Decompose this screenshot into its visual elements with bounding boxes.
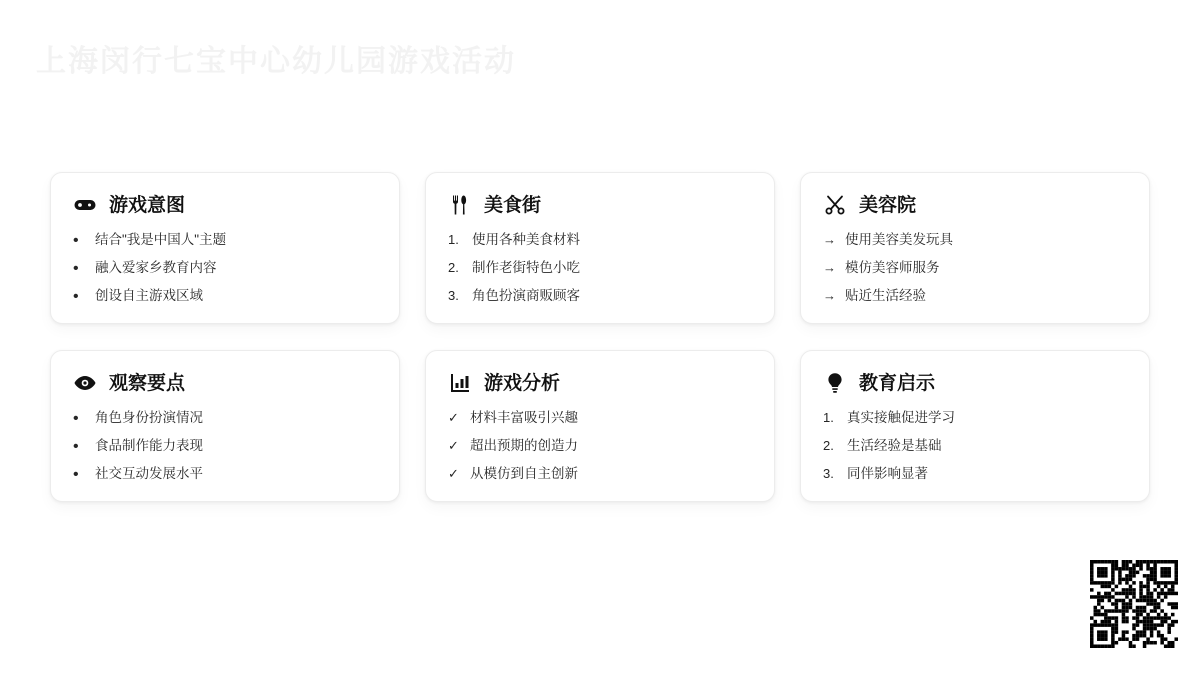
card-header [448, 371, 752, 395]
list-item-text: 创设自主游戏区域 [95, 288, 203, 304]
list-item-text: 角色身份扮演情况 [95, 410, 203, 425]
list-item-text: 制作老街特色小吃 [472, 260, 580, 276]
list-marker: • [73, 466, 79, 484]
card-observation-points [50, 350, 400, 502]
list-marker: • [73, 232, 79, 249]
card-item-list [73, 231, 377, 306]
list-item-text: 结合"我是中国人"主题 [95, 232, 227, 247]
bar-chart-icon [448, 371, 472, 395]
list-marker: → [823, 288, 836, 304]
list-item-text: 同伴影响显著 [847, 466, 928, 482]
list-item-text: 食品制作能力表现 [95, 438, 203, 454]
page-title: 上海闵行七宝中心幼儿园游戏活动 [36, 45, 516, 78]
fork-knife-icon [448, 193, 472, 217]
list-marker: ✓ [448, 466, 459, 482]
list-item-text: 模仿美容师服务 [845, 260, 940, 276]
card-title: 游戏分析 [484, 372, 561, 394]
list-item [73, 409, 377, 427]
list-item [73, 231, 377, 249]
list-item [73, 259, 377, 277]
qr-code[interactable] [1090, 560, 1178, 648]
card-header [73, 371, 377, 395]
list-marker: ✓ [448, 438, 459, 454]
list-item-text: 真实接触促进学习 [847, 410, 955, 425]
eye-icon [73, 371, 97, 395]
card-title: 观察要点 [109, 372, 186, 394]
card-educational-insights [800, 350, 1150, 502]
list-marker: 3. [448, 288, 459, 304]
list-item-text: 生活经验是基础 [847, 438, 942, 454]
list-marker: → [823, 260, 836, 276]
lightbulb-icon [823, 371, 847, 395]
card-title: 教育启示 [859, 372, 936, 394]
list-item-text: 贴近生活经验 [845, 288, 926, 304]
list-item [448, 409, 752, 427]
list-marker: • [73, 410, 79, 427]
list-marker: 1. [448, 232, 459, 247]
card-header [73, 193, 377, 217]
list-item-text: 角色扮演商贩顾客 [472, 288, 580, 304]
list-marker: • [73, 260, 79, 278]
list-marker: 1. [823, 410, 834, 425]
card-grid [50, 172, 1150, 502]
list-item [823, 259, 1127, 277]
list-item [448, 437, 752, 455]
list-marker: ✓ [448, 410, 459, 425]
gamepad-icon [73, 193, 97, 217]
list-item [448, 465, 752, 483]
list-item-text: 使用各种美食材料 [472, 232, 580, 247]
card-item-list [448, 231, 752, 306]
card-header [448, 193, 752, 217]
scissors-icon [823, 193, 847, 217]
card-game-intent [50, 172, 400, 324]
list-item [448, 231, 752, 249]
list-marker: 2. [448, 260, 459, 276]
list-item-text: 融入爱家乡教育内容 [95, 260, 217, 276]
list-item [73, 437, 377, 455]
card-title: 美食街 [484, 194, 542, 216]
card-food-street [425, 172, 775, 324]
card-beauty-salon [800, 172, 1150, 324]
list-item-text: 社交互动发展水平 [95, 466, 203, 482]
list-item-text: 从模仿到自主创新 [470, 466, 578, 482]
list-marker: 3. [823, 466, 834, 482]
list-item [823, 409, 1127, 427]
card-title: 美容院 [859, 194, 917, 216]
card-item-list [823, 231, 1127, 306]
list-marker: • [73, 288, 79, 306]
list-item [73, 287, 377, 305]
list-item [448, 259, 752, 277]
list-item [73, 465, 377, 483]
list-item-text: 材料丰富吸引兴趣 [470, 410, 578, 425]
card-item-list [73, 409, 377, 484]
list-item-text: 超出预期的创造力 [470, 438, 578, 454]
list-item [823, 287, 1127, 305]
list-item [823, 437, 1127, 455]
list-item [448, 287, 752, 305]
card-header [823, 371, 1127, 395]
card-header [823, 193, 1127, 217]
card-item-list [823, 409, 1127, 484]
list-item [823, 465, 1127, 483]
list-item-text: 使用美容美发玩具 [845, 232, 953, 247]
list-marker: 2. [823, 438, 834, 454]
list-marker: → [823, 232, 836, 247]
card-title: 游戏意图 [109, 194, 186, 216]
card-item-list [448, 409, 752, 484]
list-marker: • [73, 438, 79, 456]
card-game-analysis [425, 350, 775, 502]
list-item [823, 231, 1127, 249]
